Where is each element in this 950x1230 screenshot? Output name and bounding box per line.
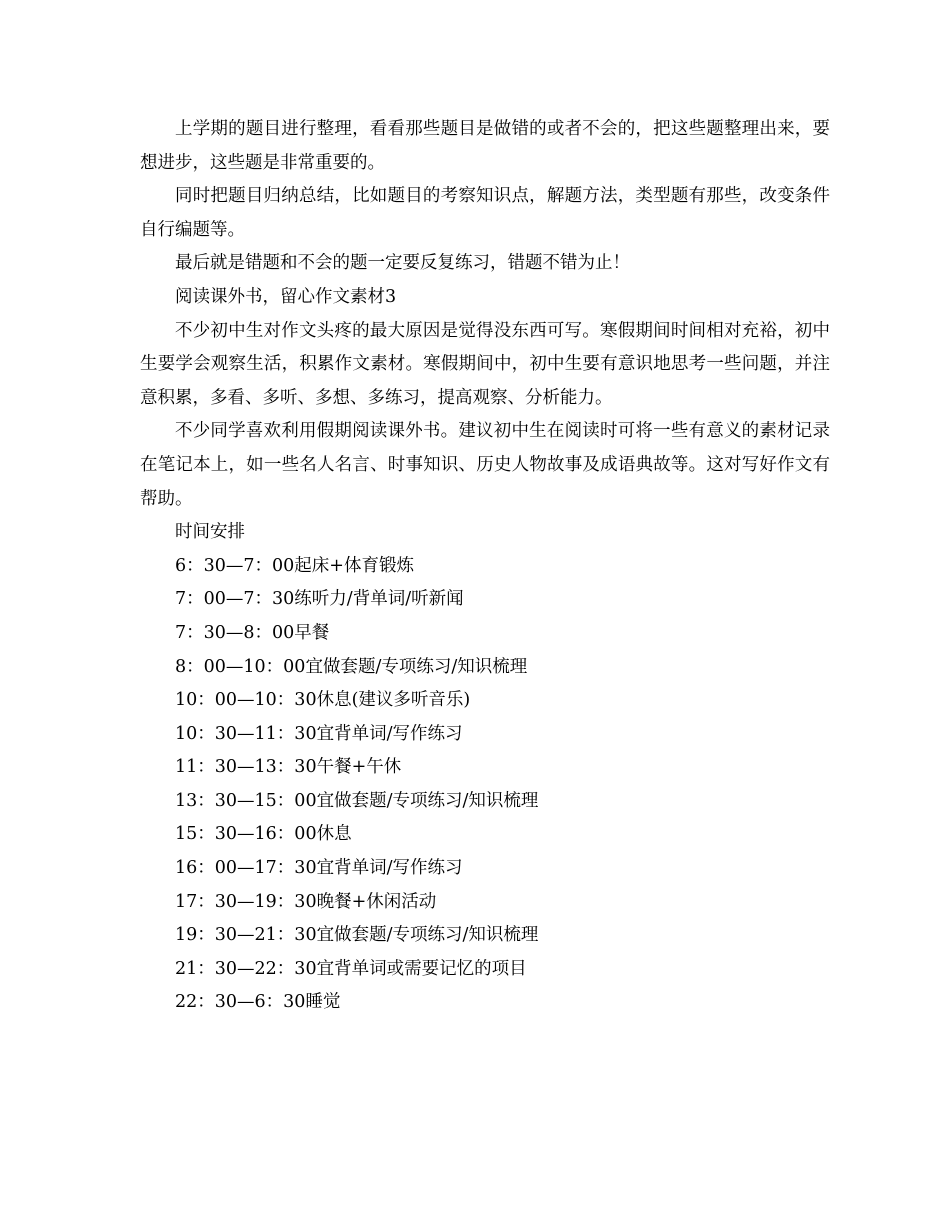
- schedule-item: 16：00—17：30宜背单词/写作练习: [175, 858, 463, 879]
- document-body: [140, 113, 830, 1020]
- paragraph-reading-notes: 不少同学喜欢利用假期阅读课外书。建议初中生在阅读时可将一些有意义的素材记录在笔记本上，如一些名人名言、时事知识、历史人物故事及成语典故等。这对写好作文有帮助。: [140, 421, 830, 509]
- schedule-item: 21：30—22：30宜背单词或需要记忆的项目: [175, 958, 527, 979]
- paragraph-practice-mistakes: 最后就是错题和不会的题一定要反复练习，错题不错为止！: [175, 253, 630, 274]
- paragraph-summarize-questions: 同时把题目归纳总结，比如题目的考察知识点，解题方法，类型题有那些，改变条件自行编题等。: [140, 186, 830, 240]
- schedule-item: 13：30—15：00宜做套题/专项练习/知识梳理: [175, 790, 539, 811]
- schedule-item: 7：00—7：30练听力/背单词/听新闻: [175, 589, 464, 610]
- section-heading-reading: 阅读课外书，留心作文素材3: [175, 286, 397, 307]
- schedule-item: 8：00—10：00宜做套题/专项练习/知识梳理: [175, 656, 528, 677]
- schedule-item: 7：30—8：00早餐: [175, 622, 330, 643]
- schedule-item: 17：30—19：30晚餐+休闲活动: [175, 891, 437, 912]
- schedule-heading: 时间安排: [175, 522, 245, 543]
- schedule-item: 10：30—11：30宜背单词/写作练习: [175, 723, 463, 744]
- schedule-list: [140, 550, 830, 1020]
- schedule-item: 11：30—13：30午餐+午休: [175, 757, 402, 778]
- schedule-item: 6：30—7：00起床+体育锻炼: [175, 555, 414, 576]
- schedule-item: 22：30—6：30睡觉: [175, 992, 341, 1013]
- schedule-item: 19：30—21：30宜做套题/专项练习/知识梳理: [175, 925, 539, 946]
- paragraph-review-questions: 上学期的题目进行整理，看看那些题目是做错的或者不会的，把这些题整理出来，要想进步，这些题是非常重要的。: [140, 119, 830, 173]
- schedule-item: 10：00—10：30休息(建议多听音乐): [175, 690, 471, 711]
- paragraph-writing-material: 不少初中生对作文头疼的最大原因是觉得没东西可写。寒假期间时间相对充裕，初中生要学会观察生活，积累作文素材。寒假期间中，初中生要有意识地思考一些问题，并注意积累，多看、多听、多想、多练习，提高观察、分析能力。: [140, 320, 830, 408]
- schedule-item: 15：30—16：00休息: [175, 824, 352, 845]
